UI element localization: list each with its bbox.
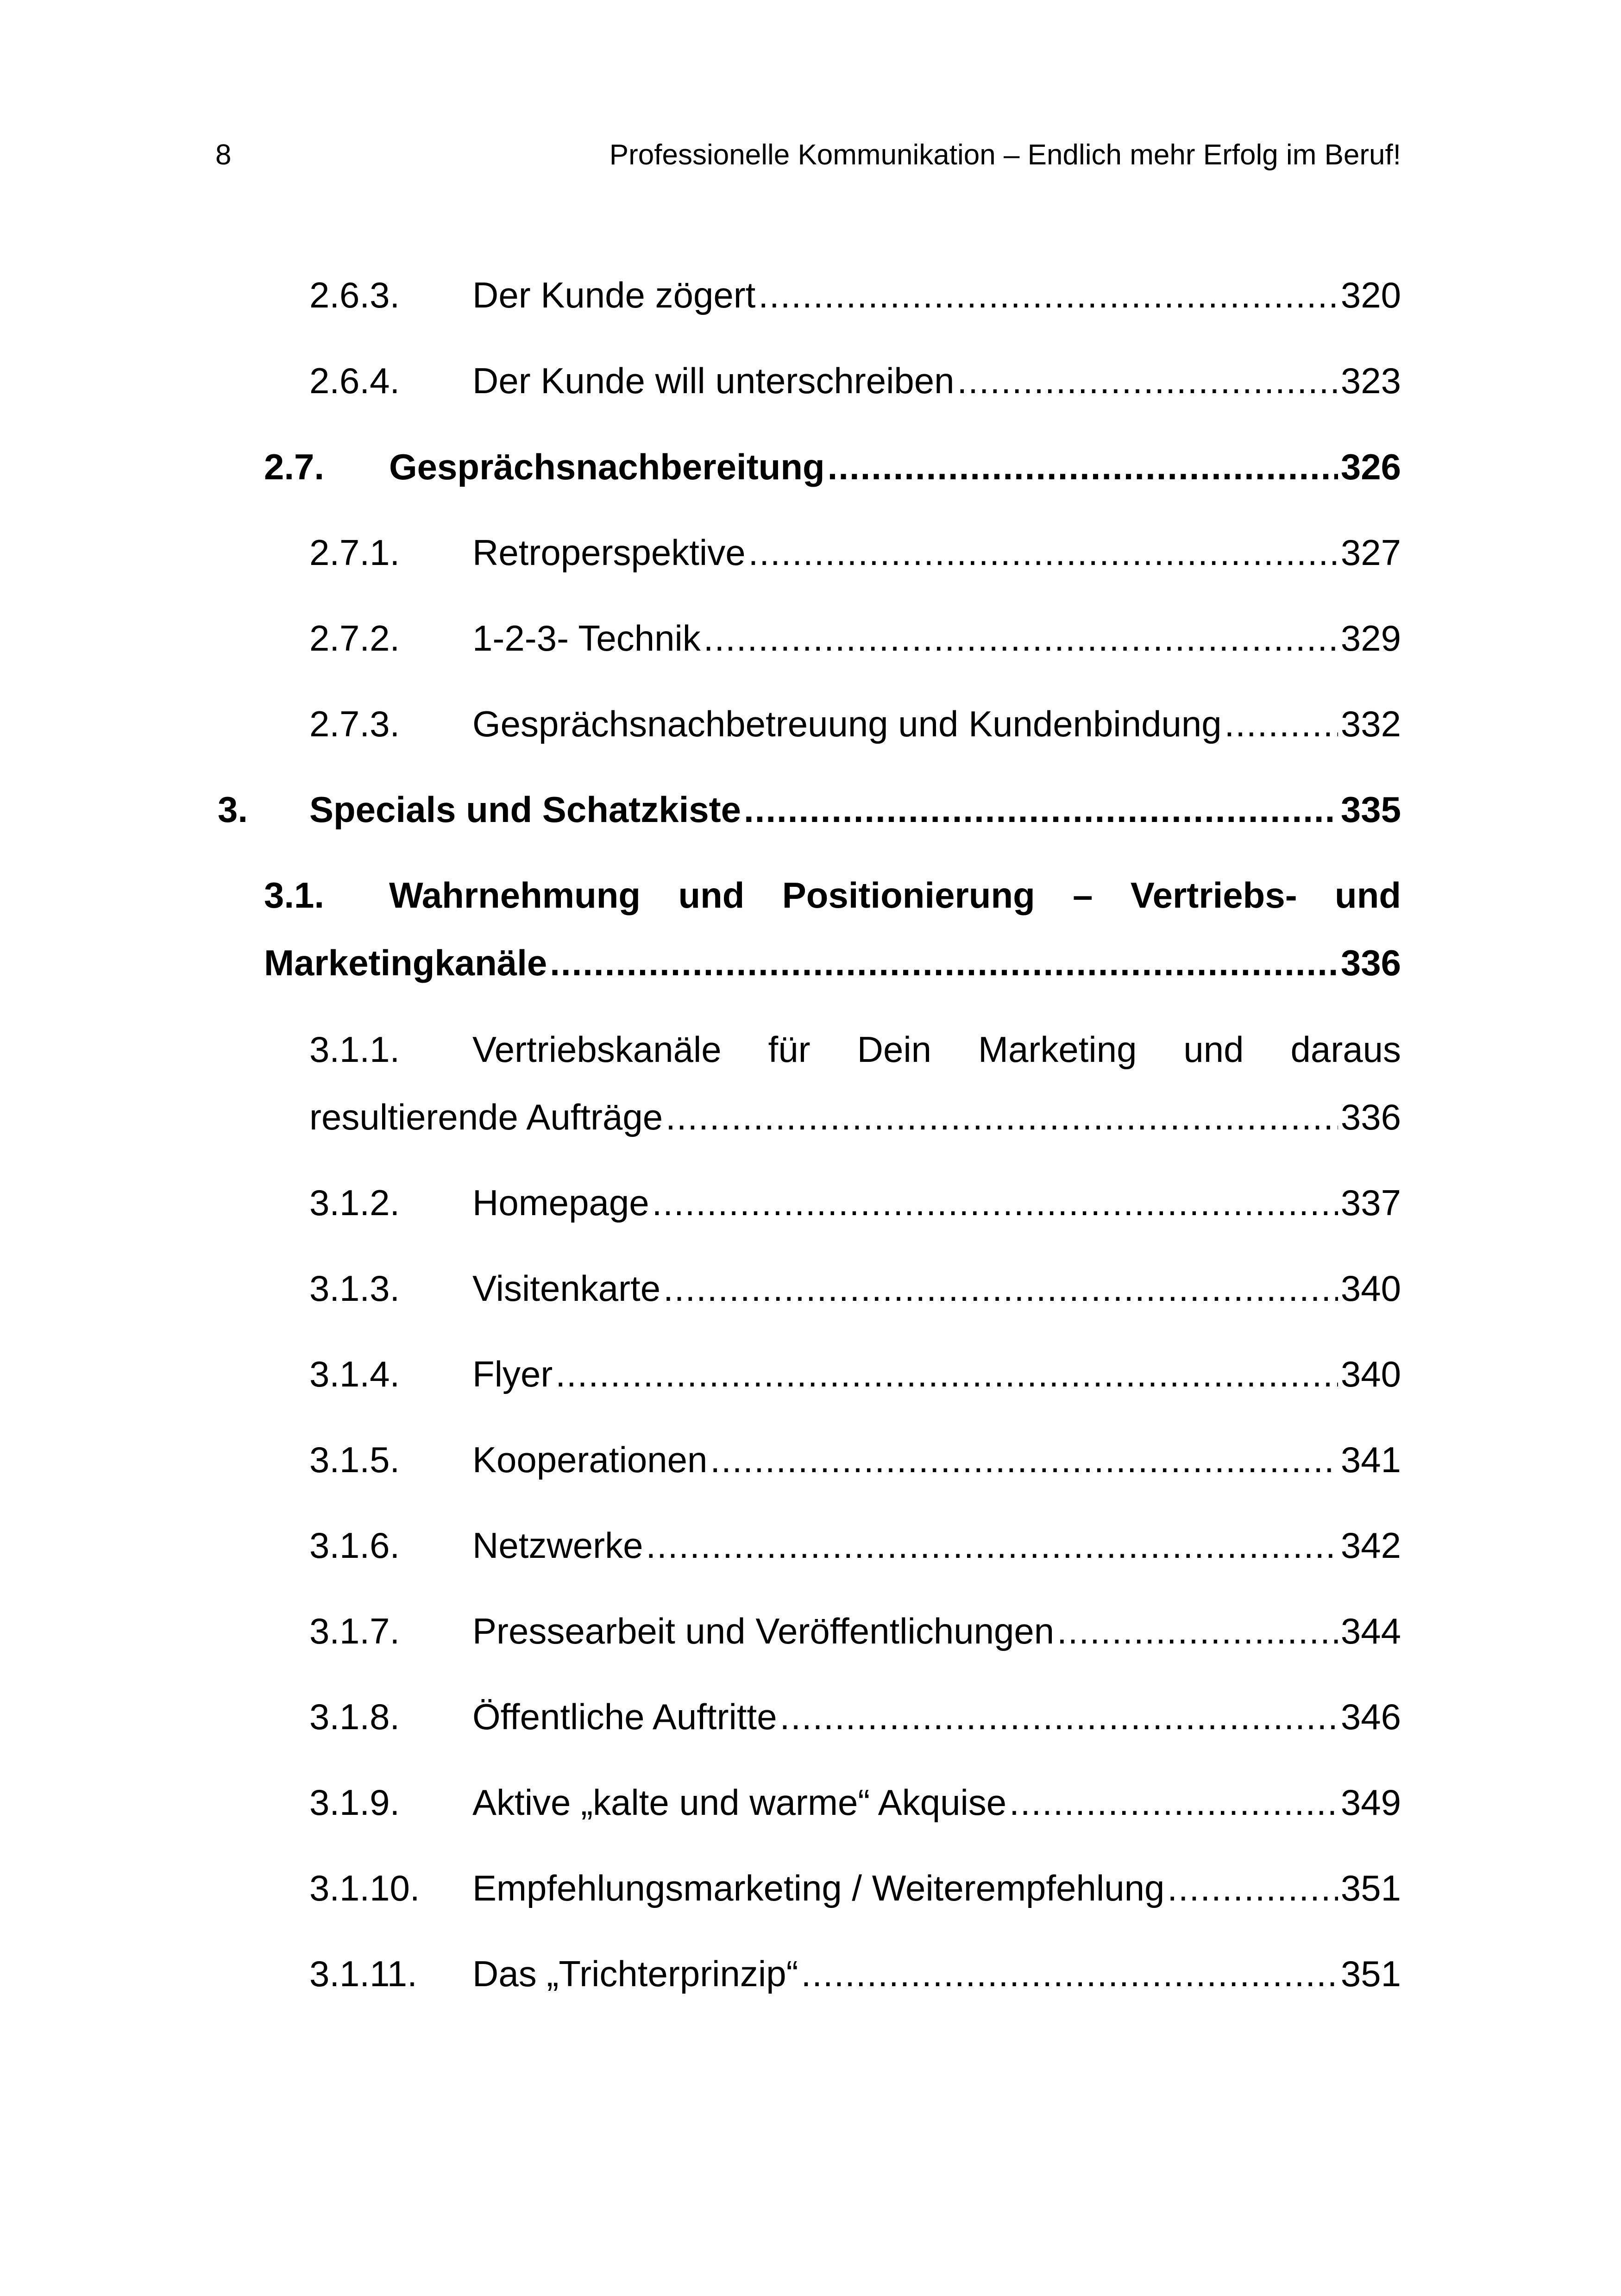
toc-entry-number: 2.6.4. — [309, 360, 400, 401]
toc-entry-number: 3.1.10. — [309, 1868, 420, 1908]
dot-leader — [1009, 1779, 1338, 1826]
dot-leader — [1057, 1608, 1338, 1654]
toc-entry-number: 3.1.8. — [309, 1696, 400, 1737]
toc-entry-number: 2.7. — [264, 446, 325, 487]
toc-word: daraus — [1290, 1029, 1401, 1070]
toc-entry-title: Retroperspektive — [472, 532, 746, 573]
toc-word: Dein — [857, 1029, 932, 1070]
toc-entry-3-1-3 — [309, 1265, 1401, 1311]
toc-entry-title: Das „Trichterprinzip“ — [472, 1953, 798, 1994]
toc-entry-title: resultierende Aufträge — [309, 1097, 663, 1137]
toc-entry-number: 3.1.7. — [309, 1611, 400, 1651]
toc-entry-title: Empfehlungsmarketing / Weiterempfehlung — [472, 1868, 1165, 1908]
dot-leader — [748, 529, 1338, 576]
toc-entry-page: 320 — [1340, 275, 1401, 315]
book-title: Professionelle Kommunikation – Endlich mehr Erfolg im Beruf! — [609, 139, 1401, 171]
toc-entry-3-1-2 — [309, 1179, 1401, 1226]
toc-entry-number: 2.6.3. — [309, 275, 400, 315]
toc-word: Vertriebskanäle — [472, 1029, 722, 1070]
toc-entry-number: 3.1.6. — [309, 1525, 400, 1566]
toc-entry-page: 344 — [1340, 1611, 1401, 1651]
dot-leader — [780, 1694, 1338, 1740]
toc-entry-3 — [218, 786, 1401, 833]
toc-entry-title: Der Kunde will unterschreiben — [472, 360, 955, 401]
toc-word: und — [678, 875, 745, 916]
toc-entry-2-6-3 — [309, 272, 1401, 318]
toc-entry-number: 3.1.2. — [309, 1182, 400, 1223]
toc-entry-3-1-9 — [309, 1779, 1401, 1826]
toc-entry-number: 3. — [218, 789, 248, 830]
toc-entry-3-1-1-line1 — [472, 1026, 1401, 1073]
toc-entry-page: 337 — [1340, 1182, 1401, 1223]
toc-entry-number: 3.1.9. — [309, 1782, 400, 1823]
toc-entry-page: 349 — [1340, 1782, 1401, 1823]
dot-leader — [1225, 701, 1338, 747]
toc-word: und — [1335, 875, 1401, 916]
toc-entry-number: 3.1.11. — [309, 1953, 417, 1994]
dot-leader — [801, 1951, 1338, 1997]
dot-leader — [744, 786, 1338, 833]
running-header — [215, 134, 1401, 176]
toc-entry-page: 351 — [1340, 1868, 1401, 1908]
toc-entry-title: Gesprächsnachbereitung — [389, 446, 825, 487]
dot-leader — [1167, 1865, 1338, 1911]
toc-entry-number: 3.1.5. — [309, 1439, 400, 1480]
toc-entry-2-7 — [264, 444, 1401, 490]
toc-entry-number: 2.7.2. — [309, 618, 400, 659]
toc-entry-2-6-4 — [309, 358, 1401, 404]
toc-entry-title: Homepage — [472, 1182, 649, 1223]
dot-leader — [550, 940, 1338, 986]
toc-entry-3-1-1-number: 3.1.1. — [309, 1029, 400, 1070]
toc-word: Marketing — [978, 1029, 1137, 1070]
toc-entry-3-1-1-line2 — [309, 1094, 1401, 1140]
dot-leader — [704, 615, 1338, 661]
toc-entry-page: 342 — [1340, 1525, 1401, 1566]
toc-entry-title: Marketingkanäle — [264, 942, 547, 983]
toc-entry-3-1-line2 — [264, 940, 1401, 986]
toc-entry-title: Öffentliche Auftritte — [472, 1696, 777, 1737]
dot-leader — [758, 272, 1338, 318]
toc-entry-number: 2.7.3. — [309, 703, 400, 744]
toc-entry-number: 2.7.1. — [309, 532, 400, 573]
toc-entry-2-7-3 — [309, 701, 1401, 747]
toc-entry-page: 336 — [1340, 1097, 1401, 1137]
toc-entry-3-1-10 — [309, 1865, 1401, 1911]
toc-entry-title: Gesprächsnachbetreuung und Kundenbindung — [472, 703, 1222, 744]
toc-entry-2-7-2 — [309, 615, 1401, 661]
toc-entry-page: 341 — [1340, 1439, 1401, 1480]
toc-entry-title: Specials und Schatzkiste — [309, 789, 741, 830]
dot-leader — [555, 1351, 1338, 1397]
toc-entry-title: Pressearbeit und Veröffentlichungen — [472, 1611, 1055, 1651]
toc-entry-title: Flyer — [472, 1354, 553, 1394]
dot-leader — [652, 1179, 1338, 1226]
dot-leader — [646, 1522, 1338, 1568]
toc-entry-title: Aktive „kalte und warme“ Akquise — [472, 1782, 1007, 1823]
toc-word: Wahrnehmung — [389, 875, 641, 916]
toc-entry-title: Visitenkarte — [472, 1268, 661, 1309]
toc-word: Positionierung — [782, 875, 1035, 916]
toc-entry-page: 340 — [1340, 1354, 1401, 1394]
toc-entry-page: 351 — [1340, 1953, 1401, 1994]
dot-leader — [666, 1094, 1338, 1140]
toc-entry-number: 3.1.3. — [309, 1268, 400, 1309]
dot-leader — [663, 1265, 1338, 1311]
toc-word: für — [768, 1029, 810, 1070]
toc-entry-3-1-11 — [309, 1951, 1401, 1997]
toc-entry-page: 327 — [1340, 532, 1401, 573]
toc-entry-number: 3.1.4. — [309, 1354, 400, 1394]
toc-word: Vertriebs- — [1130, 875, 1297, 916]
toc-entry-title: 1-2-3- Technik — [472, 618, 701, 659]
toc-entry-page: 332 — [1340, 703, 1401, 744]
toc-entry-page: 326 — [1340, 446, 1401, 487]
toc-entry-page: 329 — [1340, 618, 1401, 659]
dot-leader — [828, 444, 1338, 490]
toc-entry-3-1-number: 3.1. — [264, 875, 325, 916]
page-number: 8 — [215, 139, 232, 171]
toc-entry-3-1-7 — [309, 1608, 1401, 1654]
dot-leader — [957, 358, 1338, 404]
toc-word: – — [1073, 875, 1093, 916]
toc-entry-2-7-1 — [309, 529, 1401, 576]
toc-entry-page: 323 — [1340, 360, 1401, 401]
dot-leader — [710, 1437, 1338, 1483]
toc-entry-page: 340 — [1340, 1268, 1401, 1309]
toc-entry-title: Netzwerke — [472, 1525, 643, 1566]
toc-entry-page: 336 — [1340, 942, 1401, 983]
toc-entry-3-1-8 — [309, 1694, 1401, 1740]
toc-entry-page: 335 — [1340, 789, 1401, 830]
toc-entry-3-1-line1 — [389, 872, 1401, 918]
toc-entry-title: Kooperationen — [472, 1439, 708, 1480]
toc-entry-3-1-5 — [309, 1437, 1401, 1483]
toc-entry-title: Der Kunde zögert — [472, 275, 756, 315]
toc-word: und — [1183, 1029, 1244, 1070]
toc-entry-page: 346 — [1340, 1696, 1401, 1737]
toc-entry-3-1-6 — [309, 1522, 1401, 1568]
toc-entry-3-1-4 — [309, 1351, 1401, 1397]
